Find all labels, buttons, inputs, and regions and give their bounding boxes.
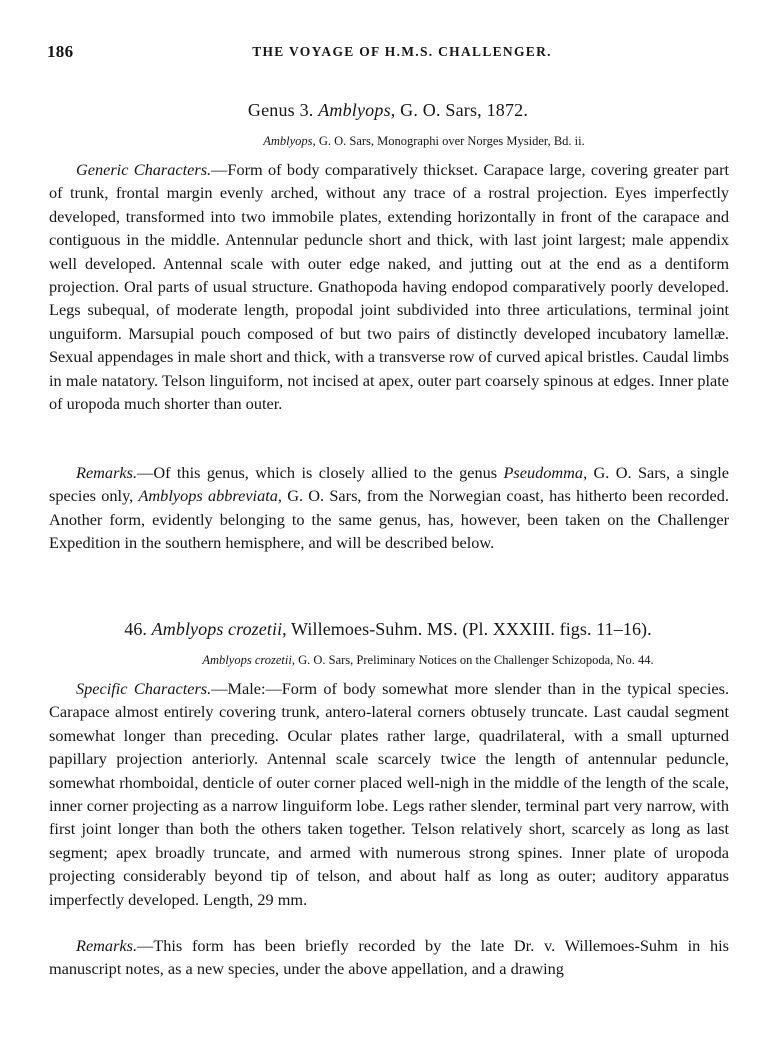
species-citation-name: Amblyops crozetii bbox=[202, 653, 292, 667]
genus-heading bbox=[0, 100, 776, 121]
genus-remarks-label: Remarks. bbox=[76, 463, 138, 482]
species-remarks-label: Remarks. bbox=[76, 936, 138, 955]
genus-citation bbox=[0, 134, 776, 149]
generic-characters-text: —Form of body comparatively thickset. Carapace large, covering greater part of trunk, frontal margin evenly arched, without any trace of a rostral projection. Eyes imperfectly developed, transformed into two immobile plates, extending horizontally in front of the carapace and contiguous in the middle. Antennular peduncle short and thick, with last joint largest; male appendix well developed. Antennal scale with outer edge naked, and jutting out at the end as a dentiform projection. Oral parts of usual structure. Gnathopoda having endopod comparatively poorly developed. Legs subequal, of moderate length, propodal joint subdivided into three articulations, terminal joint unguiform. Marsupial pouch composed of but two pairs of distinctly developed incubatory lamellæ. Sexual appendages in male short and thick, with a transverse row of curved apical bristles. Caudal limbs in male natatory. Telson linguiform, not incised at apex, outer part coarsely spinous at edges. Inner plate of uropoda much shorter than outer. bbox=[49, 160, 730, 414]
genus-citation-name: Amblyops bbox=[263, 134, 313, 148]
species-citation-text: , G. O. Sars, Preliminary Notices on the Challenger Schizopoda, No. 44. bbox=[291, 653, 654, 667]
generic-characters-paragraph bbox=[49, 158, 729, 415]
genus-remarks-text-3: , G. O. Sars, from the Norwegian coast, has hitherto been recorded. Another form, evidently belonging to the same genus, has, however, been taken on the Challenger Expedition in the southern hemisphere, and will be described below. bbox=[49, 486, 729, 553]
generic-characters-label: Generic Characters. bbox=[76, 160, 212, 179]
genus-name: Amblyops bbox=[318, 100, 391, 120]
species-remarks-paragraph bbox=[49, 934, 729, 981]
page-number: 186 bbox=[47, 42, 74, 61]
specific-characters-label: Specific Characters. bbox=[76, 679, 212, 698]
genus-remarks-paragraph bbox=[49, 461, 729, 555]
genus-remarks-pseudomma: Pseudomma bbox=[503, 463, 584, 482]
genus-remarks-text-1: —Of this genus, which is closely allied to the genus bbox=[137, 463, 504, 482]
species-number: 46. bbox=[124, 619, 148, 639]
species-heading-rest: , Willemoes-Suhm. MS. (Pl. XXXIII. figs. 11–16). bbox=[282, 619, 652, 639]
genus-prefix: Genus 3. bbox=[247, 100, 314, 120]
genus-remarks-text-2: , G. O. Sars, a single species only, bbox=[49, 463, 729, 506]
species-heading bbox=[0, 619, 776, 640]
genus-citation-text: , G. O. Sars, Monographi over Norges Mysider, Bd. ii. bbox=[312, 134, 585, 148]
species-name: Amblyops crozetii bbox=[151, 619, 283, 639]
page-header bbox=[47, 42, 737, 66]
specific-characters-paragraph bbox=[49, 677, 729, 911]
species-remarks-text: —This form has been briefly recorded by the late Dr. v. Willemoes-Suhm in his manuscript notes, as a new species, under the above appellation, and a drawing bbox=[49, 936, 729, 979]
genus-remarks-species-name: Amblyops abbreviata bbox=[138, 486, 278, 506]
genus-suffix: , G. O. Sars, 1872. bbox=[390, 100, 529, 120]
species-citation bbox=[0, 653, 776, 668]
specific-characters-text: —Male:—Form of body somewhat more slender than in the typical species. Carapace almost entirely covering trunk, antero-lateral corners obtusely truncate. Last caudal segment somewhat longer than preceding. Ocular plates rather large, quadrilateral, with a small upturned papillary projection anteriorly. Antennal scale scarcely twice the length of antennular peduncle, somewhat rhomboidal, denticle of outer corner placed well-nigh in the middle of the length of the scale, inner corner projecting as a narrow linguiform lobe. Legs rather slender, terminal part very narrow, with first joint longer than both the others taken together. Telson relatively short, scarcely as long as last segment; apex broadly truncate, and armed with numerous strong spines. Inner plate of uropoda projecting considerably beyond tip of telson, and about half as long as outer; auditory apparatus imperfectly developed. Length, 29 mm. bbox=[49, 679, 730, 909]
running-title: THE VOYAGE OF H.M.S. CHALLENGER. bbox=[252, 44, 552, 59]
